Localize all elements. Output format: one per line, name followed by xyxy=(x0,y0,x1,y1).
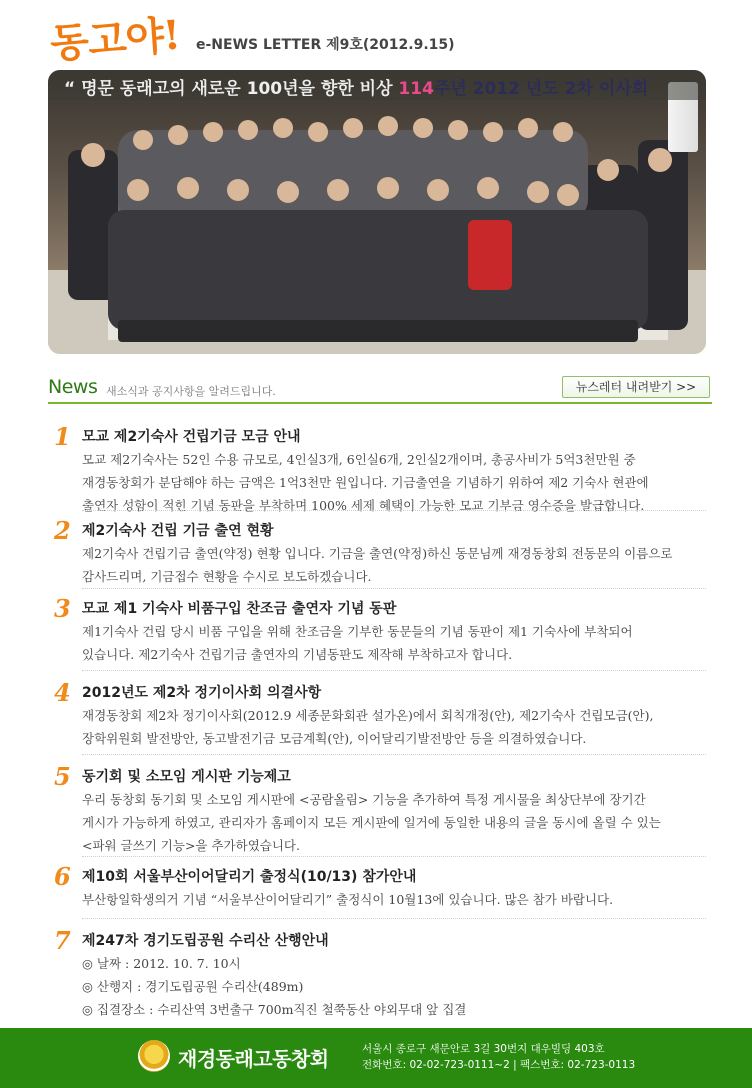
footer xyxy=(0,1028,752,1088)
news-item-body xyxy=(82,542,706,588)
news-item-line: 우리 동창회 동기회 및 소모임 게시판에 <공람올림> 기능을 추가하여 특정 게시물을 최상단부에 장기간 xyxy=(82,792,646,807)
news-item-title[interactable]: 2012년도 제2차 정기이사회 의결사항 xyxy=(82,685,322,701)
news-item-title[interactable]: 제247차 경기도립공원 수리산 산행안내 xyxy=(82,933,329,949)
news-item-line: 제1기숙사 건립 당시 비품 구입을 위해 찬조금을 기부한 동문들의 기념 동판이 제1 기숙사에 부착되어 xyxy=(82,624,633,639)
news-item-line: 감사드리며, 기금접수 현황을 수시로 보도하겠습니다. xyxy=(82,569,372,584)
news-item-number: 7 xyxy=(54,926,71,955)
news-title: News xyxy=(48,376,98,398)
caption-text: “ 명문 동래고의 새로운 100년을 향한 비상 xyxy=(64,79,393,99)
divider xyxy=(82,754,706,755)
newsletter-logo: 동고야! xyxy=(48,11,182,68)
org-name: 재경동래고동창회 xyxy=(178,1047,329,1071)
news-item-line: ◎ 집결장소 : 수리산역 3번출구 700m직진 철쭉동산 야외무대 앞 집결 xyxy=(82,1002,467,1017)
news-item-body xyxy=(82,448,706,517)
photo-caption xyxy=(64,74,648,99)
news-item-line: ◎ 산행지 : 경기도립공원 수리산(489m) xyxy=(82,979,304,994)
divider xyxy=(82,918,706,919)
news-item-line: <파워 글쓰기 기능>을 추가하였습니다. xyxy=(82,838,300,853)
news-item-number: 4 xyxy=(54,678,71,707)
download-newsletter-button[interactable]: 뉴스레터 내려받기 >> xyxy=(562,376,710,398)
news-item-title[interactable]: 제10회 서울부산이어달리기 출정식(10/13) 참가안내 xyxy=(82,869,417,885)
news-item-title[interactable]: 제2기숙사 건립 기금 출연 현황 xyxy=(82,523,274,539)
news-item-body xyxy=(82,952,706,1021)
news-item-line: 재경동창회 제2차 정기이사회(2012.9 세종문화회관 설가온)에서 회칙개정(안), 제2기숙사 건립모금(안), xyxy=(82,708,654,723)
news-item-body xyxy=(82,620,706,666)
news-item-body xyxy=(82,788,706,857)
divider xyxy=(82,510,706,511)
crowd-illustration xyxy=(48,70,706,354)
news-item-line: 장학위원회 발전방안, 동고발전기금 모금계획(안), 이어달리기발전방안 등을 의결하였습니다. xyxy=(82,731,587,746)
contact-info xyxy=(362,1041,635,1073)
news-item-line: 게시가 가능하게 하였고, 관리자가 홈페이지 모든 게시판에 일거에 동일한 내용의 글을 동시에 올릴 수 있는 xyxy=(82,815,661,830)
divider xyxy=(82,588,706,589)
news-item-number: 6 xyxy=(54,862,71,891)
news-item-line: 제2기숙사 건립기금 출연(약정) 현황 입니다. 기금을 출연(약정)하신 동문님께 재경동창회 전동문의 이름으로 xyxy=(82,546,673,561)
issue-label: e-NEWS LETTER 제9호(2012.9.15) xyxy=(196,37,455,53)
news-item-line: 출연자 성함이 적힌 기념 동판을 부착하며 100% 세제 혜택이 가능한 모교 기부금 영수증을 발급합니다. xyxy=(82,498,645,513)
news-item-body xyxy=(82,704,706,750)
news-item-line: 부산항일학생의거 기념 “서울부산이어달리기” 출정식이 10월13에 있습니다. 많은 참가 바랍니다. xyxy=(82,892,614,907)
news-item-line: ◎ 날짜 : 2012. 10. 7. 10시 xyxy=(82,956,241,971)
group-photo xyxy=(48,70,706,354)
news-item-title[interactable]: 동기회 및 소모임 게시판 기능제고 xyxy=(82,769,291,785)
divider xyxy=(82,856,706,857)
address: 서울시 종로구 새문안로 3길 30번지 대우빌딩 403호 xyxy=(362,1043,605,1055)
phone-fax: 전화번호: 02-02-723-0111~2 | 팩스번호: 02-723-0113 xyxy=(362,1059,636,1071)
school-seal-icon xyxy=(138,1040,170,1072)
news-item-body xyxy=(82,888,706,911)
news-section-header xyxy=(48,376,712,404)
news-item-number: 3 xyxy=(54,594,71,623)
news-item-line: 있습니다. 제2기숙사 건립기금 출연자의 기념동판도 제작해 부착하고자 합니다. xyxy=(82,647,513,662)
news-item-number: 5 xyxy=(54,762,71,791)
divider xyxy=(82,670,706,671)
caption-anniversary: 114 xyxy=(392,79,434,99)
news-item-line: 재경동창회가 분담해야 하는 금액은 1억3천만 원입니다. 기금출연을 기념하기 위하여 제2 기숙사 현관에 xyxy=(82,475,649,490)
news-item-title[interactable]: 모교 제1 기숙사 비품구입 찬조금 출연자 기념 동판 xyxy=(82,601,397,617)
news-item-number: 2 xyxy=(54,516,71,545)
news-subtitle: 새소식과 공지사항을 알려드립니다. xyxy=(106,385,276,398)
header xyxy=(0,0,752,68)
news-item-title[interactable]: 모교 제2기숙사 건립기금 모금 안내 xyxy=(82,429,301,445)
news-item-line: 모교 제2기숙사는 52인 수용 규모로, 4인실3개, 6인실6개, 2인실2개이며, 총공사비가 5억3천만원 중 xyxy=(82,452,636,467)
caption-event: 주년 2012 년도 2차 이사회 xyxy=(433,79,649,99)
news-item-number: 1 xyxy=(54,422,71,451)
